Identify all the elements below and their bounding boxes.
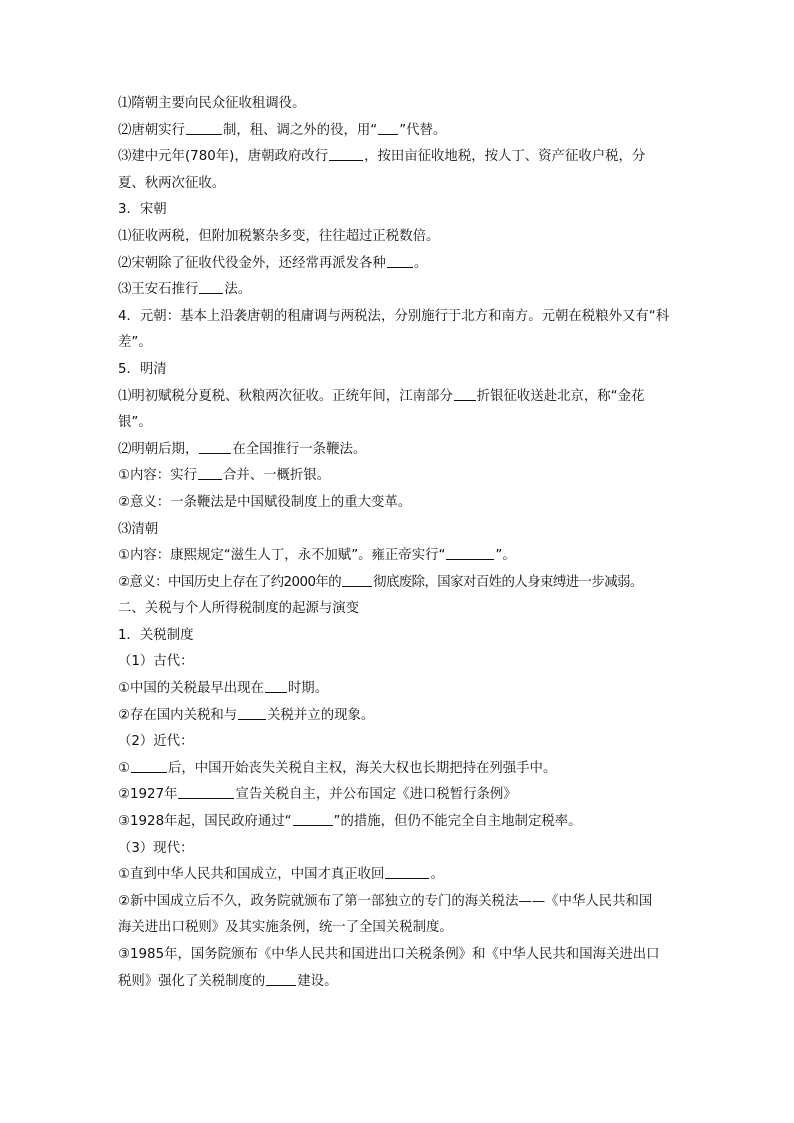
section-heading-customs: 1．关税制度 [118, 627, 194, 643]
text-line-6: ⑵宋朝除了征收代役金外，还经常再派发各种 。 [118, 251, 678, 278]
section-heading-song: 3．宋朝 [118, 202, 167, 218]
subheading-ancient: （1）古代： [118, 654, 194, 670]
text-line-11: ⑵明朝后期， 在全国推行一条鞭法。 [118, 437, 678, 464]
text-line-29: ③1985年，国务院颁布《中华人民共和国进出口关税条例》和《中华人民共和国海关进出口税则》强化了关税制度的 建设。 [118, 947, 660, 989]
text-line-25: ③1928年起，国民政府通过“ ”的措施，但仍不能完全自主地制定税率。 [118, 809, 678, 836]
fill-blank [385, 864, 429, 879]
subheading-contemporary: （3）现代： [118, 840, 194, 856]
text-line-7: ⑶王安石推行 法。 [118, 277, 678, 304]
text-line-16: ②意义：中国历史上存在了约2000年的 彻底废除，国家对百姓的人身束缚进一步减弱。 [118, 570, 678, 597]
fill-blank [454, 386, 476, 401]
text-line-1: ⑴隋朝主要向民众征收租调役。 [118, 96, 306, 111]
fill-blank [293, 811, 333, 826]
text-line-21: ②存在国内关税和与 关税并立的现象。 [118, 703, 678, 730]
text-line-3: ⑶建中元年(780年)，唐朝政府改行 ，按田亩征收地税，按人丁、资产征收户税，分夏、秋两次征收。 [118, 144, 658, 197]
fill-blank [329, 146, 363, 161]
text-line-28: ②新中国成立后不久，政务院就颁布了第一部独立的专门的海关税法——《中华人民共和国海关进出口税则》及其实施条例，统一了全国关税制度。 [118, 893, 653, 936]
text-line-20: ①中国的关税最早出现在 时期。 [118, 676, 678, 703]
text-line-27: ①直到中华人民共和国成立，中国才真正收回 。 [118, 862, 678, 889]
section-heading-ming-qing: 5．明清 [118, 361, 167, 377]
text-line-24: ②1927年 宣告关税自主，并公布国定《进口税暂行条例》 [118, 782, 678, 809]
subheading-modern-era: （2）近代： [118, 734, 194, 750]
text-line-15: ①内容：康熙规定“滋生人丁，永不加赋”。雍正帝实行“ ”。 [118, 543, 678, 570]
fill-blank [238, 705, 266, 720]
fill-blank [378, 120, 398, 135]
fill-blank [199, 439, 231, 454]
fill-blank [198, 465, 222, 480]
fill-blank [387, 253, 413, 268]
fill-blank [265, 678, 287, 693]
fill-blank [199, 279, 223, 294]
fill-blank [342, 572, 372, 587]
text-line-2: ⑵唐朝实行 制，租、调之外的役，用“ ”代替。 [118, 118, 678, 145]
fill-blank [266, 971, 296, 986]
document-page [118, 91, 678, 995]
text-line-13: ②意义：一条鞭法是中国赋役制度上的重大变革。 [118, 494, 412, 510]
fill-blank [178, 784, 234, 799]
fill-blank [186, 120, 222, 135]
text-line-10: ⑴明初赋税分夏税、秋粮两次征收。正统年间，江南部分 折银征收送赴北京，称“金花银”。 [118, 384, 663, 437]
text-line-8: 4．元朝：基本上沿袭唐朝的租庸调与两税法，分别施行于北方和南方。元朝在税粮外又有“科差”。 [118, 308, 670, 351]
fill-blank [446, 545, 494, 560]
fill-blank [131, 758, 167, 773]
section-heading-customs-income-tax: 二、关税与个人所得税制度的起源与演变 [118, 601, 360, 617]
text-line-12: ①内容：实行 合并、一概折银。 [118, 463, 678, 490]
section-heading-qing: ⑶清朝 [118, 521, 159, 537]
text-line-23: ① 后，中国开始丧失关税自主权，海关大权也长期把持在列强手中。 [118, 756, 678, 783]
text-line-5: ⑴征收两税，但附加税繁杂多变，往往超过正税数倍。 [118, 228, 440, 244]
